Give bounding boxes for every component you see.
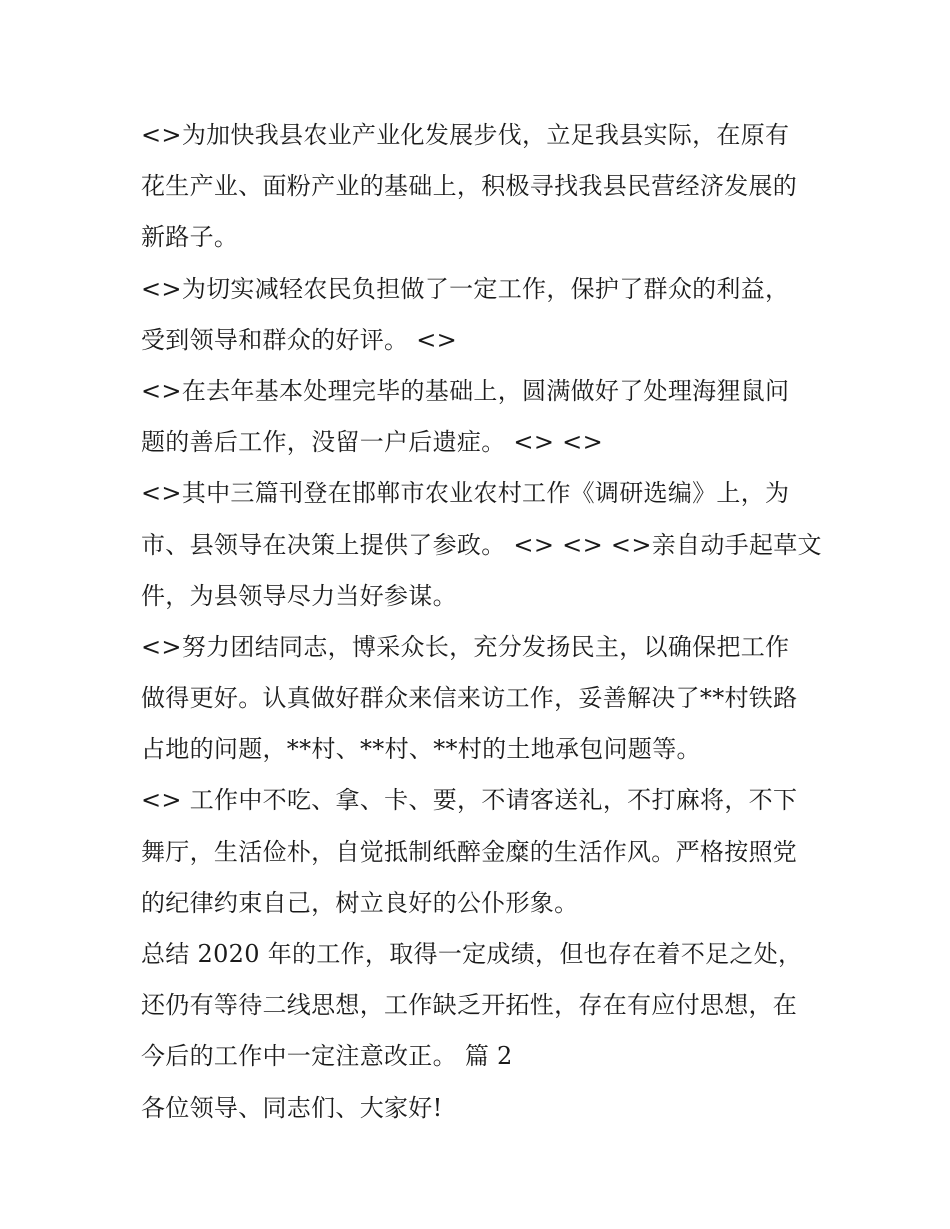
text-line: 件，为县领导尽力当好参谋。 [141, 581, 457, 610]
text-line: <>为切实减轻农民负担做了一定工作，保护了群众的利益， [141, 274, 790, 303]
text-line: 受到领导和群众的好评。 <> [141, 325, 458, 354]
text-line: 总结 2020 年的工作，取得一定成绩，但也存在着不足之处， [141, 940, 803, 968]
text-line: 题的善后工作，没留一户后遗症。 <> <> [141, 428, 603, 457]
text-line: 市、县领导在决策上提供了参政。 <> <> <>亲自动手起草文 [141, 530, 822, 559]
text-line: 各位领导、同志们、大家好! [141, 1093, 443, 1122]
text-line: 舞厅，生活俭朴，自觉抵制纸醉金糜的生活作风。严格按照党 [141, 837, 798, 866]
text-line: 占地的问题，**村、**村、**村的土地承包问题等。 [141, 735, 701, 764]
text-line: 今后的工作中一定注意改正。 篇 2 [141, 1042, 513, 1071]
text-line: 还仍有等待二线思想，工作缺乏开拓性，存在有应付思想，在 [141, 991, 798, 1020]
text-line: 新路子。 [141, 223, 239, 252]
document-body [141, 110, 831, 1134]
text-line: <>在去年基本处理完毕的基础上，圆满做好了处理海狸鼠问 [141, 376, 790, 405]
text-line: 做得更好。认真做好群众来信来访工作，妥善解决了**村铁路 [141, 684, 798, 713]
text-line: 花生产业、面粉产业的基础上，积极寻找我县民营经济发展的 [141, 172, 798, 201]
text-line: <> 工作中不吃、拿、卡、要，不请客送礼，不打麻将，不下 [141, 786, 798, 815]
text-line: <>努力团结同志，博采众长，充分发扬民主，以确保把工作 [141, 632, 790, 661]
text-line: <>其中三篇刊登在邯郸市农业农村工作《调研选编》上，为 [141, 479, 790, 508]
text-line: 的纪律约束自己，树立良好的公仆形象。 [141, 888, 579, 917]
text-line: <>为加快我县农业产业化发展步伐，立足我县实际，在原有 [141, 121, 790, 149]
